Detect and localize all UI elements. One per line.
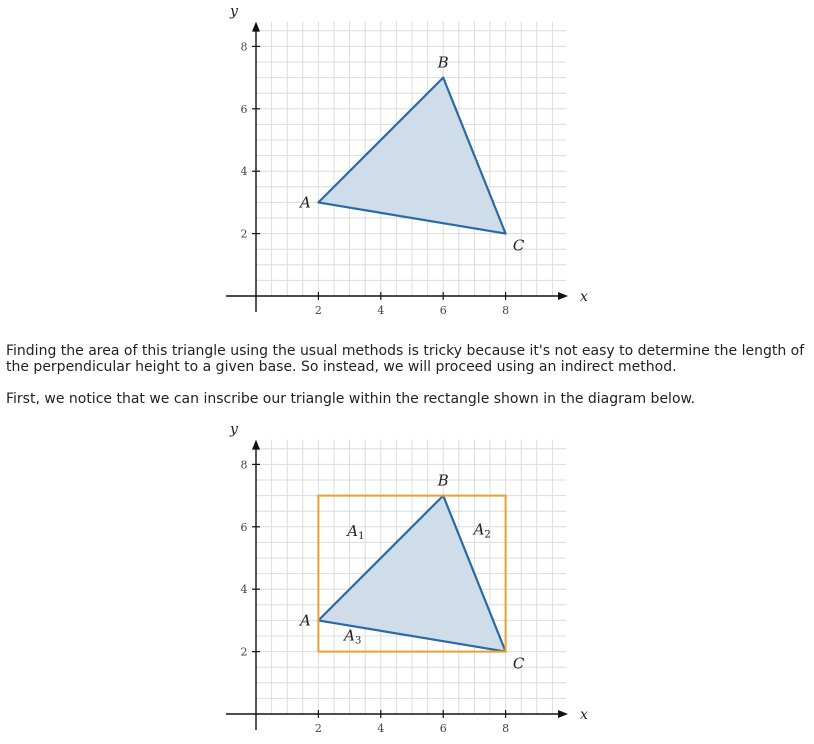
paragraph-inscribe: First, we notice that we can inscribe our triangle within the rectangle shown in the diagram below. [6, 391, 696, 407]
y-axis-arrow [252, 440, 260, 450]
x-tick-label: 4 [377, 304, 385, 317]
x-axis-arrow [558, 710, 568, 718]
x-tick-label: 8 [502, 722, 510, 735]
triangle-figure-1 [0, 0, 814, 325]
x-tick-label: 4 [377, 722, 385, 735]
region-label-2: $A_2$ [473, 520, 491, 541]
y-tick-label: 2 [240, 227, 248, 241]
triangle-figure-2 [0, 418, 814, 744]
x-axis-label-2: x [580, 707, 588, 723]
x-axis-arrow [558, 292, 568, 300]
vertex-label-c: C [512, 236, 525, 255]
x-axis-label-1: x [580, 289, 588, 305]
paragraph-area-method: Finding the area of this triangle using the usual methods is tricky because it's not easy to determine the length of the perpendicular height to a given base. So instead, we will proceed using an indirect method. [6, 343, 805, 375]
vertex-label-a: A [299, 611, 311, 630]
region-label-1: $A_1$ [347, 522, 365, 543]
x-tick-label: 6 [439, 304, 447, 317]
y-tick-label: 6 [240, 102, 248, 116]
vertex-label-b: B [437, 471, 449, 490]
y-axis-label-1: y [230, 3, 238, 20]
x-tick-label: 2 [314, 304, 322, 317]
y-tick-label: 8 [240, 458, 248, 472]
y-tick-label: 8 [240, 40, 248, 54]
vertex-label-b: B [437, 53, 449, 72]
y-tick-label: 6 [240, 520, 248, 534]
y-tick-label: 4 [240, 583, 248, 597]
vertex-label-c: C [512, 654, 525, 673]
vertex-label-a: A [299, 193, 311, 212]
x-tick-label: 2 [314, 722, 322, 735]
y-axis-arrow [252, 22, 260, 32]
y-tick-label: 4 [240, 165, 248, 179]
x-tick-label: 8 [502, 304, 510, 317]
region-label-3: $A_3$ [344, 626, 362, 647]
y-tick-label: 2 [240, 645, 248, 659]
y-axis-label-2: y [230, 421, 238, 438]
x-tick-label: 6 [439, 722, 447, 735]
